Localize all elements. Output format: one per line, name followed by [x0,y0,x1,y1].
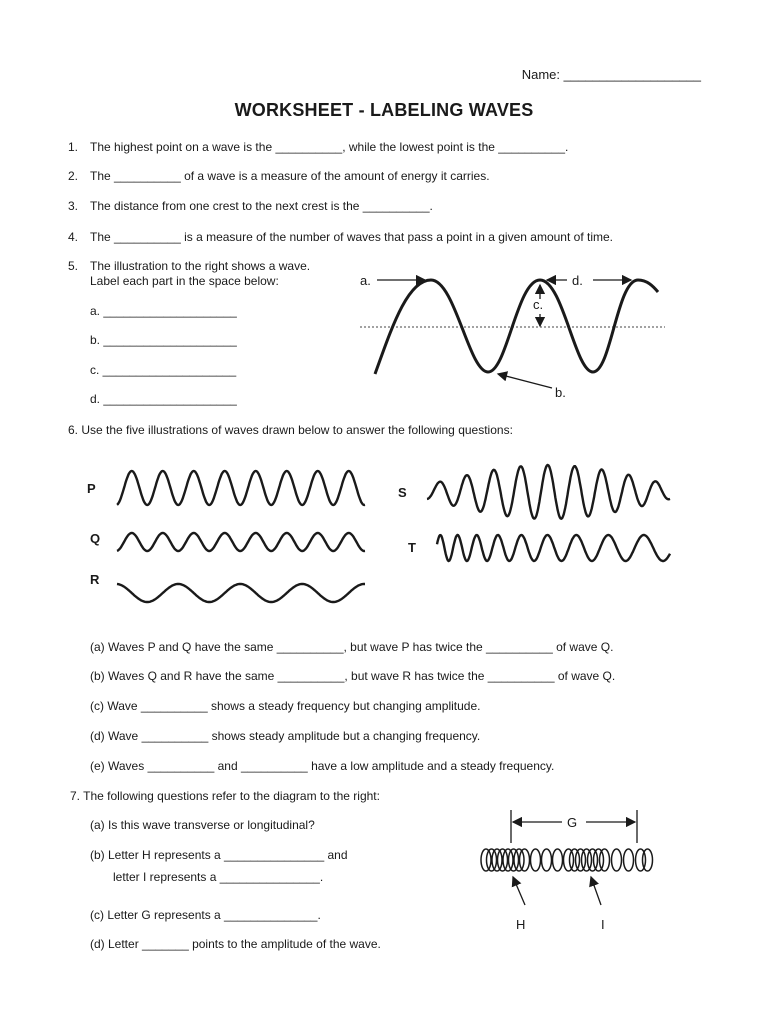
label-d: d. [572,273,583,288]
five-waves-illustration [82,450,687,618]
question-text: The __________ is a measure of the number of waves that pass a point in a given amount of time. [90,230,613,244]
answer-blank-d[interactable]: d. ____________________ [90,392,237,406]
label-H: H [516,917,526,932]
answer-blank-c[interactable]: c. ____________________ [90,363,237,377]
worksheet-title: WORKSHEET - LABELING WAVES [234,100,534,120]
question-text: The highest point on a wave is the __________, while the lowest point is the __________. [90,140,569,154]
label-P: P [87,481,96,496]
spring-coil [542,849,552,871]
question-text-line-1: The illustration to the right shows a wave. [90,259,311,273]
question-6c: (c) Wave __________ shows a steady frequency but changing amplitude. [90,699,481,713]
question-number: 4. [68,230,79,244]
question-5-line-2: Label each part in the space below: [90,274,279,288]
spring-coil [553,849,563,871]
question-number: 2. [68,169,79,183]
spring-coil [576,849,586,871]
label-I: I [601,917,605,932]
question-2 [68,169,490,183]
question-3 [68,199,433,213]
question-text: The distance from one crest to the next crest is the __________. [90,199,433,213]
label-R: R [90,572,100,587]
wave-P [117,471,365,505]
question-1 [68,140,568,154]
answer-blank-b[interactable]: b. ____________________ [90,333,237,347]
question-6-intro: 6. Use the five illustrations of waves drawn below to answer the following questions: [68,423,513,437]
wave-R [117,584,365,602]
wave-Q [117,533,365,551]
spring-coil [531,849,541,871]
question-6d: (d) Wave __________ shows steady amplitude but a changing frequency. [90,729,481,743]
label-Q: Q [90,531,101,546]
question-text: The __________ of a wave is a measure of the amount of energy it carries. [90,169,490,183]
question-6b: (b) Waves Q and R have the same __________, but wave R has twice the __________ of wave Q. [90,669,616,683]
spring-coil [564,849,574,871]
spring-coil [594,849,604,871]
question-4 [68,230,613,244]
longitudinal-wave-diagram [480,805,680,940]
answer-blank-a[interactable]: a. ____________________ [90,304,237,318]
label-S: S [398,485,407,500]
label-T: T [408,540,416,555]
question-number: 5. [68,259,79,273]
arrow-H [513,877,525,905]
question-7b-line-2: letter I represents a _______________. [113,870,324,884]
arrow-b [498,374,552,388]
question-6a: (a) Waves P and Q have the same __________, but wave P has twice the __________ of wave Q. [90,640,614,654]
question-7a: (a) Is this wave transverse or longitudinal? [90,818,315,832]
question-7c: (c) Letter G represents a ______________. [90,908,321,922]
spring-coil [612,849,622,871]
spring-coil [570,849,580,871]
spring-coils [481,849,653,871]
label-a: a. [360,273,371,288]
spring-coil [624,849,634,871]
spring-coil [582,849,592,871]
spring-coil [588,849,598,871]
question-5 [68,259,310,273]
question-number: 1. [68,140,79,154]
arrow-I [591,877,601,905]
labeled-wave-diagram [355,262,670,407]
label-G: G [567,815,578,830]
question-number: 3. [68,199,79,213]
question-7-intro: 7. The following questions refer to the diagram to the right: [70,789,380,803]
question-7d: (d) Letter _______ points to the amplitude of the wave. [90,937,381,951]
wave-S [427,465,670,519]
spring-coil [643,849,653,871]
label-c: c. [533,297,544,312]
question-7b-line-1: (b) Letter H represents a _______________ and [90,848,348,862]
question-6e: (e) Waves __________ and __________ have a low amplitude and a steady frequency. [90,759,555,773]
name-field-label: Name: ___________________ [521,67,701,82]
label-b: b. [555,385,566,400]
spring-coil [600,849,610,871]
wave-T [437,535,670,561]
